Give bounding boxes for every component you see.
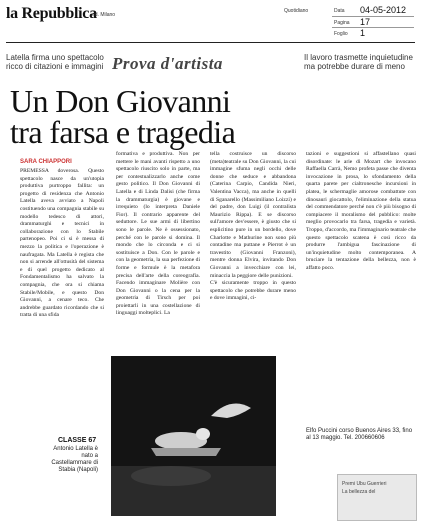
performance-photo — [111, 356, 276, 516]
body-column-3: tella costruisce un discorso (meta)teatrale su Don Giovanni, la cui immagine sfuma negli occhi delle donne che seduce e abbandona (Caterina Carpio, Candida Nieri, Valentina Vacca), ma anche in quelli di Sganarello (Massimiliano Loizzi) e del padre, don Luigi (il contralista Maurizio Rippa). E se discorso sull'amore dev'essere, è giusto che si esplicitino pure in un bordello, dove Charlotte e Mathurine non sono più contadine ma puttane e Pierrot è un travestito (Giovanni Franzoni), mentre donna Elvira, invitando Don Giovanni a invecchiare con lei, minaccia la peggiore delle punizioni. C'è sicuramente troppo in questo spettacolo che potrebbe durare meno e dove immagini, ci- — [210, 151, 296, 302]
section-title: Prova d'artista — [112, 54, 223, 73]
header-divider — [332, 27, 414, 28]
byline: SARA CHIAPPORI — [20, 159, 72, 165]
headline-line-2: tra farsa e tragedia — [10, 114, 236, 150]
advert-line-1: Premi Ubu Guerrieri — [342, 481, 387, 487]
date-label: Data — [334, 8, 345, 14]
page-label: Pagina — [334, 20, 350, 26]
photo-caption-text: Antonio Latella è nato a Castellammare di Stabia (Napoli) — [51, 446, 98, 473]
venue-info: Elfo Puccini corso Buenos Aires 33, fino al 13 maggio. Tel. 200660606 — [306, 428, 413, 441]
page-value: 17 — [360, 17, 371, 27]
newspaper-masthead: la Repubblica — [6, 5, 97, 22]
kicker-left: Latella firma uno spettacolo ricco di citazioni e immagini — [6, 53, 104, 71]
performance-photo-figure — [111, 356, 276, 516]
sheet-label: Foglio — [334, 31, 348, 37]
sheet-value: 1 — [360, 28, 366, 38]
masthead-rule — [6, 42, 415, 43]
advert-line-2: La bellezza del — [342, 489, 376, 495]
quotidiano-label: Quotidiano — [284, 8, 309, 14]
body-column-2: formativa e produttiva. Non per mettere le mani avanti rispetto a uno spettacolo riuscito solo in parte, ma per contestualizzarlo anche come gesto politico. Il Don Giovanni di Latella e di Linda Dalisi (che firma la drammaturgia) è giovane e irrequieto (lo interpreta Daniele Fior). Il contrario apparente del seduttore. Le sue armi di libertino sono le parole. Ne è ossessionato, perché con le parole si domina. Il mondo che lo circonda e ci si sostituisce a Don. Con le parole e con la geometria, la sua perfezione di forme e formule è la metafora precisa dell'arte della coreografia. Facendo immaginare Molière con Don Giovanni o la cena per la geometria di Tirsch per poi proiettarli in una costellazione di linguaggi molteplici. La — [116, 151, 200, 317]
headline-line-1: Un Don Giovanni — [10, 83, 231, 119]
photo-caption-title: CLASSE 67 — [58, 437, 97, 444]
body-column-4: tazioni e suggestioni si affastellano quasi disordinate: le arie di Mozart che invocano Raffaella Carrà, Nemo profeta passe che diventa invocazione in prosa, lo sfondamento della quarta parete per cialtronesche incursioni in platea, le schermaglie amorose combattute con dinosauri giocattolo, l'eliminazione della statua del commendatore perché non c'è più bisogno di compiacere il moralismo del pubblico: molte meglio provocarlo tra farsa, tragedia e varietà. Troppo, d'accordo, ma l'immaginario teatrale che questo spettacolo scatena è così ricco da produrre l'ambigua fascinazione di un'inquietudine molto contemporanea. A bruciare la tentazione della bellezza, non è affatto poco. — [306, 151, 416, 271]
date-value: 04-05-2012 — [360, 5, 407, 15]
body-column-1: PREMESSA doverosa. Questo spettacolo nasce da un'utopia produttiva purtroppo fallita: un progetto di residenza che Antonio Latella aveva avviato a Napoli costituendo una compagnia stabile su modello tedesco di attori, drammaturghi e tecnici in collaborazione con lo Stabile partenopeo. Poi ci si è messa di mezzo la politica e l'operazione è naufragata. Ma Latella è regista che non si arrende all'ottusità del sistema e di quel progetto dedicato al Fondamentalismo ha salvato la compagnia, che ora si chiama Stabile/Mobile, e questo Don Giovanni, a cenare teco. Che andrebbe guardato ricordando che si tratta di una sfida — [20, 168, 104, 319]
advert-thumbnail — [337, 474, 417, 521]
header-divider — [332, 16, 414, 17]
kicker-right: Il lavoro trasmette inquietudine ma potrebbe durare di meno — [304, 53, 413, 71]
edition-label: ed. Milano — [92, 12, 116, 18]
